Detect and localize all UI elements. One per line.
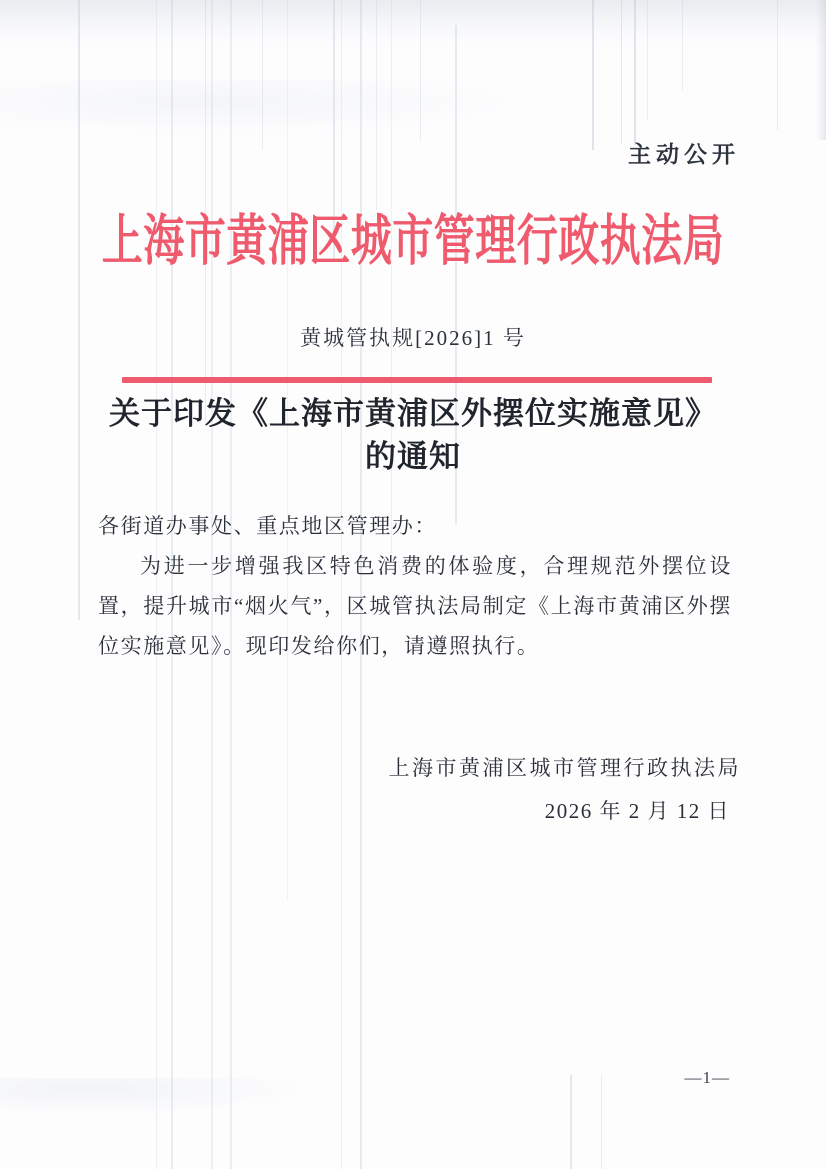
notice-title-line1: 关于印发《上海市黄浦区外摆位实施意见》: [109, 396, 717, 431]
notice-title-line2: 的通知: [365, 439, 461, 474]
page-number: —1—: [684, 1068, 730, 1087]
signature-organization: 上海市黄浦区城市管理行政执法局: [388, 756, 741, 780]
notice-body: [98, 506, 732, 666]
letterhead-divider-rule: [122, 377, 712, 383]
scan-artifact-line: [601, 1075, 602, 1169]
salutation: 各街道办事处、重点地区管理办：: [98, 514, 437, 538]
scan-shadow-top: [0, 0, 826, 46]
signature-date: 2026 年 2 月 12 日: [544, 799, 730, 823]
scan-blotch-bottom-left: [0, 1078, 300, 1114]
body-paragraph: 为进一步增强我区特色消费的体验度，合理规范外摆位设置，提升城市“烟火气”，区城管执法局制定《上海市黄浦区外摆位实施意见》。现印发给你们，请遵照执行。: [98, 554, 732, 658]
scan-blotch-top-left: [0, 80, 520, 135]
notice-title: [0, 392, 826, 478]
document-number: 黄城管执规[2026]1 号: [300, 326, 526, 350]
scan-shadow-right-edge: [816, 0, 826, 140]
scan-artifact-line: [570, 1075, 572, 1169]
agency-letterhead-title: 上海市黄浦区城市管理行政执法局: [101, 209, 725, 272]
classification-label: 主动公开: [628, 141, 740, 167]
